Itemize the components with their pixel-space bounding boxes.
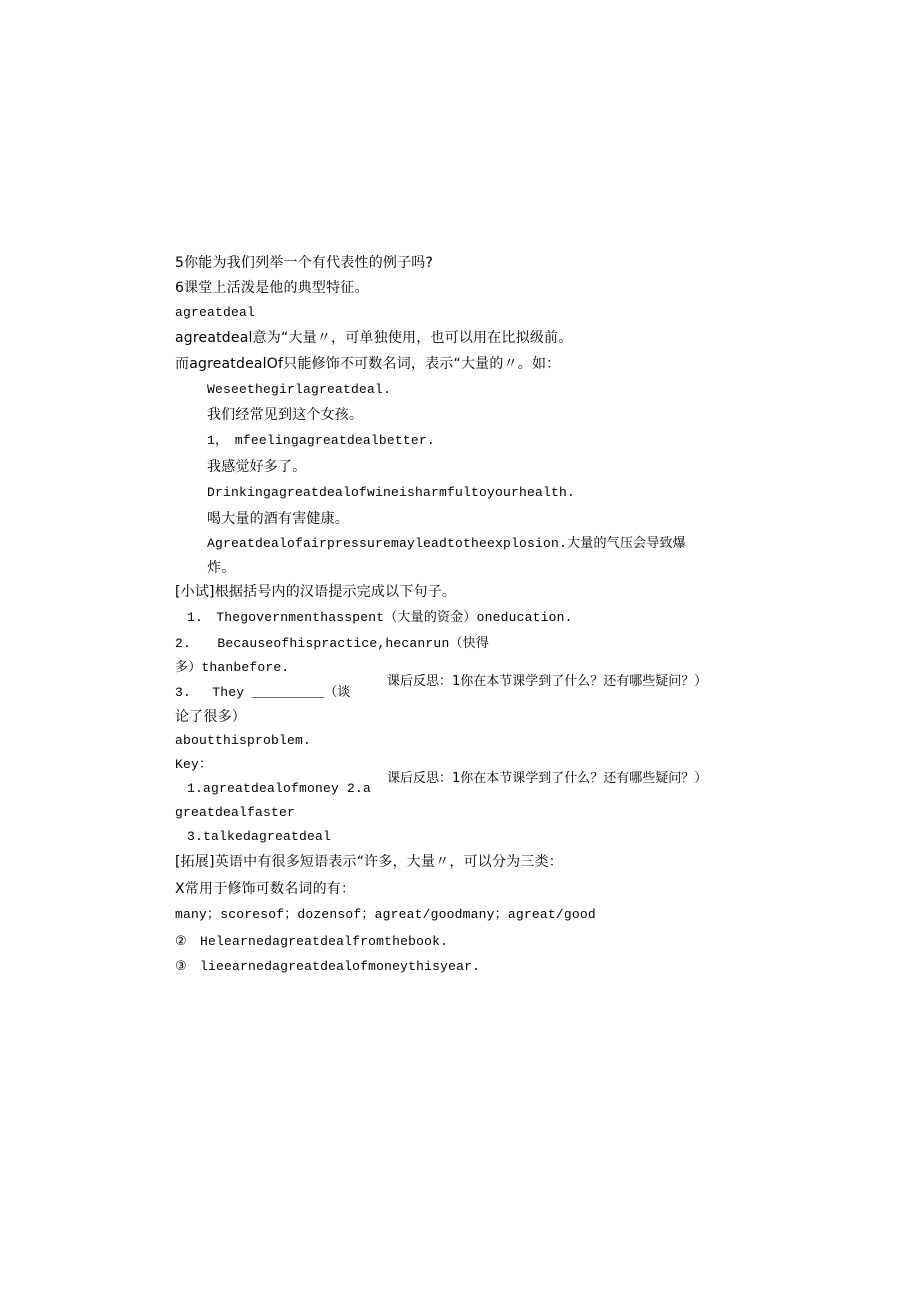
exercise-2: 2. Becauseofhispractice,hecanrun（快得 [175,636,490,651]
extension-example-2: ② Helearnedagreatdealfromthebook. [175,934,449,949]
extension-heading: [拓展]英语中有很多短语表示“许多，大量〃，可以分为三类： [175,854,563,870]
example-1-zh: 我们经常见到这个女孩。 [207,407,364,423]
example-3-en: Drinkingagreatdealofwineisharmfultoyourhealth. [207,485,576,500]
exercise-3: 3. They _________（谈 [175,685,351,700]
usage-line: 而agreatdealOf只能修饰不可数名词，表示“大量的〃。如： [175,356,561,372]
reflection-note-1: 课后反思：1你在本节课学到了什么？还有哪些疑问？） [387,674,708,689]
question-5: 5你能为我们列举一个有代表性的例子吗? [175,255,434,271]
countable-heading: X常用于修饰可数名词的有： [175,881,356,897]
extension-example-3: ③ lieearnedagreatdealofmoneythisyear. [175,959,481,974]
exercise-1: 1. Thegovernmenthasspent（大量的资金）oneducation. [187,610,573,625]
key-label: Key： [175,757,213,772]
example-4-continuation: 炸。 [207,560,236,576]
phrase-heading: agreatdeal [175,305,256,320]
key-answer-1: 1.agreatdealofmoney 2.a [187,781,372,796]
example-3-zh: 喝大量的酒有害健康。 [207,511,349,527]
exercise-2-continuation: 多）thanbefore. [175,660,290,675]
exercise-heading: [小试]根据括号内的汉语提示完成以下句子。 [175,584,457,600]
reflection-note-2: 课后反思：1你在本节课学到了什么？还有哪些疑问？） [387,771,708,786]
key-answer-2: greatdealfaster [175,805,296,820]
example-2-en: 1， mfeelingagreatdealbetter. [207,433,435,448]
example-4-en: Agreatdealofairpressuremayleadtotheexplosion.大量的气压会导致爆 [207,536,686,551]
exercise-3-continuation: 论了很多） [175,709,246,725]
example-1-en: Weseethegirlagreatdeal. [207,382,392,397]
definition-line: agreatdeal意为“大量〃，可单独使用，也可以用在比拟级前。 [175,330,573,346]
countable-list: many；scoresof；dozensof；agreat/goodmany；agreat/good [175,907,596,922]
question-6: 6课堂上活泼是他的典型特征。 [175,280,369,296]
key-answer-3: 3.talkedagreatdeal [187,829,332,844]
exercise-3-tail: aboutthisproblem. [175,733,312,748]
example-2-zh: 我感觉好多了。 [207,459,307,475]
